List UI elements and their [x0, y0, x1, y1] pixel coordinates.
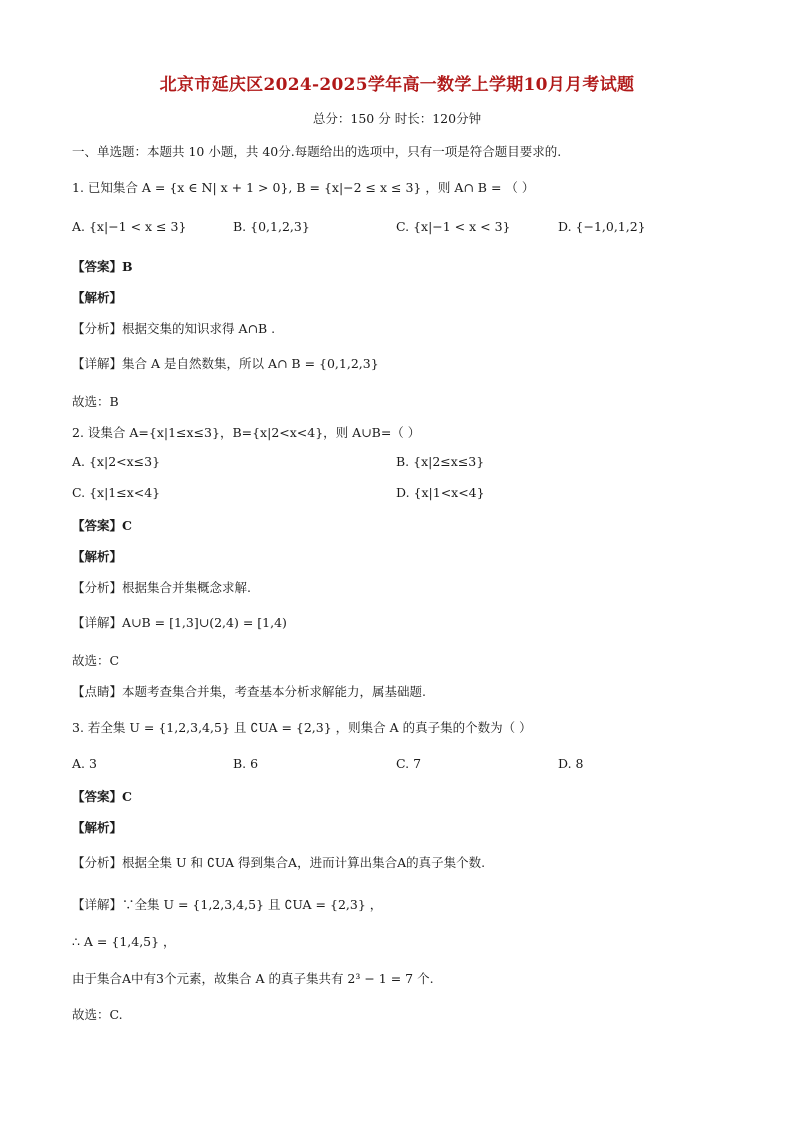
question-1-stem: 1. 已知集合 A = {x ∈ N| x + 1 > 0}, B = {x|−2 ≤ x ≤ 3} ，则 A∩ B = （ ） [72, 180, 535, 195]
page-title: 北京市延庆区2024-2025学年高一数学上学期10月月考试题 [159, 75, 635, 95]
question-3-option-c: C. 7 [396, 756, 422, 771]
question-3-jiexi: 【解析】 [72, 820, 123, 835]
question-3-option-d: D. 8 [558, 756, 584, 771]
question-3-stem: 3. 若全集 U = {1,2,3,4,5} 且 ∁UA = {2,3} ，则集合 A 的真子集的个数为（ ） [72, 720, 532, 735]
question-1-jiexi: 【解析】 [72, 290, 123, 305]
question-1-answer: 【答案】B [72, 259, 133, 274]
question-3-option-b: B. 6 [233, 756, 259, 771]
question-2-choose: 故选：C [72, 653, 120, 668]
question-1-option-b: B. {0,1,2,3} [233, 219, 310, 234]
question-3-answer: 【答案】C [72, 789, 132, 804]
question-2-option-b: B. {x|2≤x≤3} [396, 454, 485, 469]
question-1-analysis: 【分析】根据交集的知识求得 A∩B . [72, 321, 276, 336]
question-2-option-c: C. {x|1≤x<4} [72, 485, 161, 500]
question-1-option-c: C. {x|−1 < x < 3} [396, 219, 511, 234]
question-2-note: 【点睛】本题考查集合并集，考查基本分析求解能力，属基础题. [72, 684, 426, 699]
question-2-stem: 2. 设集合 A={x|1≤x≤3}，B={x|2<x<4}，则 A∪B=（ ） [72, 425, 421, 440]
question-3-analysis: 【分析】根据全集 U 和 ∁UA 得到集合A，进而计算出集合A的真子集个数. [72, 855, 486, 870]
question-1-option-d: D. {−1,0,1,2} [558, 219, 646, 234]
question-1-choose: 故选：B [72, 394, 119, 409]
question-3-step-1: ∴ A = {1,4,5} ， [72, 934, 176, 949]
question-2-detail: 【详解】A∪B = [1,3]∪(2,4) = [1,4) [72, 615, 287, 630]
exam-info: 总分：150 分 时长：120分钟 [312, 111, 482, 126]
question-2-option-a: A. {x|2<x≤3} [72, 454, 161, 469]
question-2-option-d: D. {x|1<x<4} [396, 485, 485, 500]
question-3-option-a: A. 3 [72, 756, 97, 771]
question-3-detail: 【详解】∵全集 U = {1,2,3,4,5} 且 ∁UA = {2,3} ， [72, 897, 383, 912]
question-2-analysis: 【分析】根据集合并集概念求解. [72, 580, 251, 595]
question-3-choose: 故选：C. [72, 1007, 123, 1022]
question-2-answer: 【答案】C [72, 518, 132, 533]
section-heading: 一、单选题：本题共 10 小题，共 40分.每题给出的选项中，只有一项是符合题目要求的. [72, 144, 562, 159]
question-1-detail: 【详解】集合 A 是自然数集，所以 A∩ B = {0,1,2,3} [72, 356, 379, 371]
question-1-option-a: A. {x|−1 < x ≤ 3} [72, 219, 187, 234]
question-2-jiexi: 【解析】 [72, 549, 123, 564]
question-3-step-2: 由于集合A中有3个元素，故集合 A 的真子集共有 2³ − 1 = 7 个. [72, 971, 434, 986]
